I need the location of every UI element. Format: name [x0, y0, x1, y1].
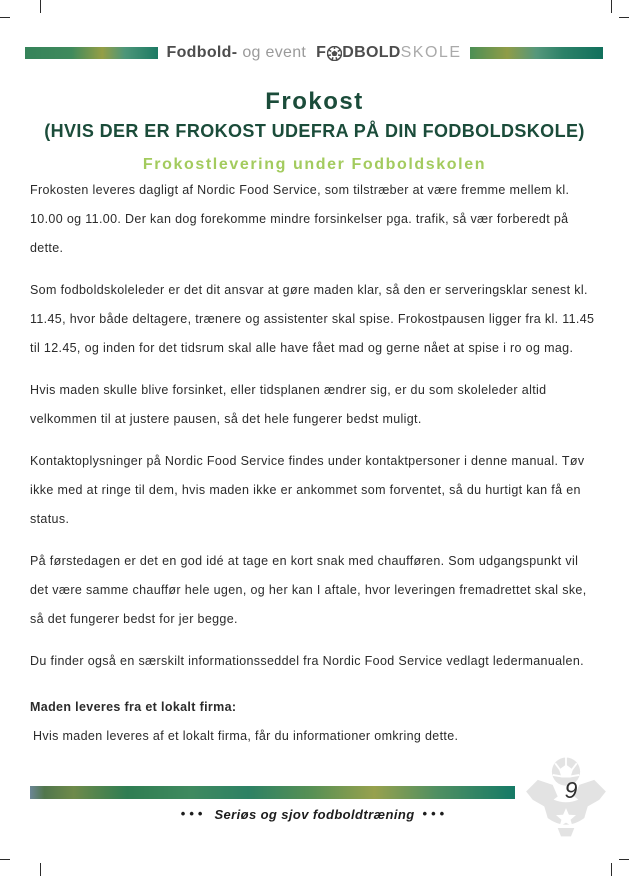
brand-fodboldskole-prefix: F [316, 44, 327, 61]
crop-mark-bottom-right-horizontal [619, 859, 629, 860]
header-gradient-rule-right [470, 47, 603, 59]
paragraph-delivery-times: Frokosten leveres dagligt af Nordic Food Service, som tilstræber at være fremme mellem kl. 10.00 og 11.00. Der kan dog forekomme mindre forsinkelser pga. trafik, så vær forberedt på dette. [30, 183, 570, 255]
page-title: Frokost [265, 88, 364, 115]
page-header [25, 44, 603, 62]
crop-mark-bottom-right-vertical [611, 863, 612, 876]
footer-tagline [0, 806, 629, 822]
page-number: 9 [564, 777, 578, 803]
brand-logos [167, 44, 462, 62]
tagline-text: Seriøs og sjov fodboldtræning [214, 807, 415, 822]
brand-fodboldskole-light: SKOLE [400, 44, 462, 61]
tagline-dots-right: ••• [422, 806, 449, 821]
crop-mark-bottom-left-vertical [40, 863, 41, 876]
section-heading: Frokostlevering under Fodboldskolen [142, 156, 487, 173]
local-firm-paragraph: Hvis maden leveres af et lokalt firma, får du informationer omkring dette. [33, 729, 459, 743]
brand-fodbold-og-event-bold: Fodbold- [166, 44, 238, 61]
footer-gradient-rule [30, 786, 515, 799]
page-subtitle: (HVIS DER ER FROKOST UDEFRA PÅ DIN FODBOLDSKOLE) [44, 121, 585, 141]
tagline-dots-left: ••• [180, 806, 207, 821]
paragraph-delay-adjustment: Hvis maden skulle blive forsinket, eller tidsplanen ændrer sig, er du som skoleleder altid velkommen til at justere pausen, så det hele fungerer bedst muligt. [30, 383, 547, 426]
crop-mark-top-left-vertical [40, 0, 41, 13]
crop-mark-top-right-vertical [611, 0, 612, 13]
paragraph-information-sheet: Du finder også en særskilt informationsseddel fra Nordic Food Service vedlagt ledermanualen. [30, 654, 584, 668]
brand-fodbold-og-event-light: og event [242, 44, 307, 61]
crop-mark-top-left-horizontal [0, 17, 10, 18]
paragraph-driver-chat: På førstedagen er det en god idé at tage en kort snak med chaufføren. Som udgangspunkt vil det være samme chauffør hele ugen, og her kan I aftale, hvor leveringen fremadrettet skal ske, så det fungerer bedst for jer begge. [30, 554, 587, 626]
paragraph-serving-responsibility: Som fodboldskoleleder er det dit ansvar at gøre maden klar, så den er serveringsklar senest kl. 11.45, hvor både deltagere, trænere og assistenter skal spise. Frokostpausen ligger fra kl. 11.45 til 12.45, og inden for det tidsrum skal alle have fået mad og gerne nået at spise i ro og mag. [30, 283, 595, 355]
local-firm-heading: Maden leveres fra et lokalt firma: [30, 700, 237, 714]
crop-mark-bottom-left-horizontal [0, 859, 10, 860]
crop-mark-top-right-horizontal [619, 17, 629, 18]
title-block [0, 88, 629, 174]
paragraph-contact-info: Kontaktoplysninger på Nordic Food Service findes under kontaktpersoner i denne manual. Tøv ikke med at ringe til dem, hvis maden ikke er ankommet som forventet, så du hurtigt kan få en status. [30, 454, 585, 526]
brand-fodboldskole-bold: DBOLD [342, 44, 401, 61]
header-gradient-rule-left [25, 47, 158, 59]
document-body [30, 176, 600, 764]
soccer-ball-icon [327, 46, 342, 61]
